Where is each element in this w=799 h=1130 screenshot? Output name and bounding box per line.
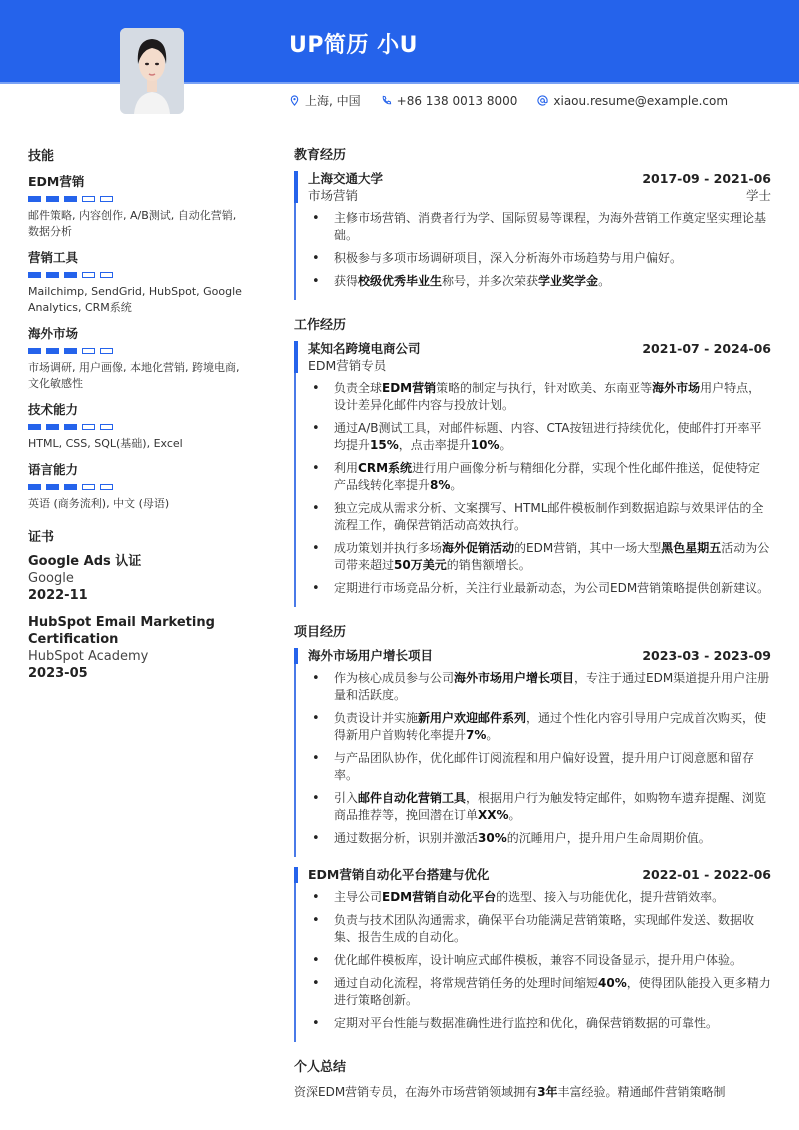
bold-text: 15%: [370, 438, 399, 452]
text-run: 通过自动化流程，将常规营销任务的处理时间缩短: [334, 976, 599, 990]
text-run: 的销售额增长。: [446, 558, 531, 572]
text-run: 获得: [334, 274, 359, 288]
certificate-issuer: HubSpot Academy: [28, 649, 149, 664]
at-sign-icon: [537, 95, 548, 106]
bullet-item: [308, 460, 771, 494]
text-run: 负责与技术团队沟通需求，确保平台功能满足营销策略，实现邮件发送、数据收集、报告生成的自动化。: [334, 913, 755, 944]
entry-dates: 2021-07 - 2024-06: [642, 341, 771, 356]
skill-item: [28, 172, 243, 240]
bold-text: 10%: [470, 438, 500, 452]
bold-text: 7%: [466, 728, 487, 742]
entry-subheader: [308, 357, 771, 374]
bullet-item: [308, 790, 771, 824]
bullet-item: [308, 830, 771, 847]
profile-photo: [120, 28, 184, 114]
bullet-item: [308, 420, 771, 454]
text-run: 。: [598, 274, 611, 288]
certificate-name: Google Ads 认证: [28, 554, 142, 569]
work-title: 工作经历: [294, 318, 347, 333]
candidate-name: UP简历 小U: [289, 33, 419, 58]
level-bar-empty: [82, 348, 95, 354]
skill-description: Mailchimp, SendGrid, HubSpot, Google Analytics, CRM系统: [28, 285, 242, 314]
bold-text: 校级优秀毕业生: [358, 274, 443, 288]
timeline-entry: [294, 171, 771, 300]
level-bar-filled: [64, 484, 77, 490]
skill-item: [28, 400, 243, 452]
bold-text: 30%: [478, 831, 507, 845]
projects-title: 项目经历: [294, 625, 347, 640]
email-text[interactable]: xiaou.resume@example.com: [553, 93, 729, 108]
bullet-item: [308, 670, 771, 704]
bullet-item: [308, 380, 771, 414]
text-run: 定期进行市场竞品分析，关注行业最新动态，为公司EDM营销策略提供创新建议。: [334, 581, 770, 595]
text-run: 丰富经验。精通邮件营销策略制: [557, 1085, 726, 1099]
contact-location: [289, 92, 361, 109]
skills-title: 技能: [28, 149, 55, 164]
level-bar-filled: [46, 424, 59, 430]
location-pin-icon: [289, 95, 300, 106]
entry-header: [308, 648, 771, 664]
bullet-item: [308, 889, 771, 906]
text-run: 进行用户画像分析与精细化分群，实现个性化邮件推送，促使特定产品线转化率提升: [334, 461, 761, 492]
text-run: 与产品团队协作，优化邮件订阅流程和用户偏好设置，提升用户订阅意愿和留存率。: [334, 751, 755, 782]
skill-description: 市场调研, 用户画像, 本地化营销, 跨境电商, 文化敏感性: [28, 361, 240, 390]
level-bar-filled: [28, 348, 41, 354]
bullet-list: [308, 380, 771, 607]
text-run: ，专注于通过EDM渠道提升用户注册量和活跃度。: [334, 671, 770, 702]
text-run: 独立完成从需求分析、文案撰写、HTML邮件模板制作到数据追踪与效果评估的全流程工作，确保营销活动高效执行。: [334, 501, 764, 532]
bold-text: 海外促销活动: [442, 541, 515, 555]
text-run: 主导公司: [334, 890, 383, 904]
text-run: 资深EDM营销专员，在海外市场营销领域拥有: [294, 1085, 538, 1099]
bullet-item: [308, 540, 771, 574]
certificates-list: [28, 553, 243, 682]
text-run: 主修市场营销、消费者行为学、国际贸易等课程，为海外营销工作奠定坚实理论基础。: [334, 211, 767, 242]
text-run: 。: [486, 728, 499, 742]
level-bar-filled: [64, 196, 77, 202]
education-section: [294, 144, 771, 300]
text-run: 引入: [334, 791, 359, 805]
left-column: [28, 145, 243, 692]
bold-text: 新用户欢迎邮件系列: [418, 711, 527, 725]
bullet-list: [308, 210, 771, 300]
level-bar-filled: [64, 348, 77, 354]
bold-text: EDM营销: [382, 381, 437, 395]
bold-text: 邮件自动化营销工具: [358, 791, 467, 805]
bullet-item: [308, 210, 771, 244]
level-bar-filled: [46, 196, 59, 202]
level-bar-filled: [46, 484, 59, 490]
entry-subheader: [308, 187, 771, 204]
skill-item: [28, 460, 243, 512]
certificate-issuer: Google: [28, 571, 74, 586]
bold-text: 海外市场: [652, 381, 701, 395]
bullet-item: [308, 952, 771, 969]
summary-section: [294, 1056, 771, 1101]
education-title: 教育经历: [294, 148, 347, 163]
bullet-item: [308, 250, 771, 267]
skill-description: HTML, CSS, SQL(基础), Excel: [28, 437, 183, 450]
text-run: ，点击率提升: [398, 438, 471, 452]
entry-subtitle: EDM营销专员: [308, 358, 387, 373]
text-run: 活动为公司带来超过: [334, 541, 770, 572]
bullet-item: [308, 580, 771, 597]
skill-description: 邮件策略, 内容创作, A/B测试, 自动化营销, 数据分析: [28, 209, 237, 238]
text-run: 通过数据分析，识别并激活: [334, 831, 479, 845]
text-run: 。: [499, 438, 512, 452]
bold-text: 50万美元: [394, 558, 447, 572]
bold-text: 海外市场用户增长项目: [454, 671, 575, 685]
level-bar-empty: [82, 196, 95, 202]
timeline-entry: [294, 867, 771, 1042]
bullet-item: [308, 710, 771, 744]
skill-level-bars: [28, 272, 243, 278]
bold-text: 3年: [537, 1085, 558, 1099]
text-run: 利用: [334, 461, 359, 475]
level-bar-filled: [28, 272, 41, 278]
certificate-item: [28, 614, 243, 682]
level-bar-empty: [100, 424, 113, 430]
bullet-item: [308, 975, 771, 1009]
level-bar-empty: [100, 272, 113, 278]
level-bar-filled: [28, 484, 41, 490]
text-run: 负责设计并实施: [334, 711, 419, 725]
text-run: 负责全球: [334, 381, 383, 395]
text-run: ，通过个性化内容引导用户完成首次购买，使得新用户首购转化率提升: [334, 711, 767, 742]
entry-accent-bar: [294, 648, 298, 664]
text-run: ，使得团队能投入更多精力进行策略创新。: [334, 976, 771, 1007]
certificate-item: [28, 553, 243, 604]
right-column: [294, 144, 771, 1115]
portrait-image: [120, 28, 184, 114]
phone-text[interactable]: +86 138 0013 8000: [396, 93, 518, 108]
bullet-item: [308, 1015, 771, 1032]
bold-text: 学业奖学金: [538, 274, 599, 288]
bold-text: EDM营销自动化平台: [382, 890, 497, 904]
skill-level-bars: [28, 196, 243, 202]
entry-title: EDM营销自动化平台搭建与优化: [308, 867, 490, 882]
entry-accent-bar: [294, 171, 298, 203]
text-run: 定期对平台性能与数据准确性进行监控和优化，确保营销数据的可靠性。: [334, 1016, 719, 1030]
level-bar-filled: [28, 424, 41, 430]
skill-name: 技术能力: [28, 402, 79, 417]
entry-header: [308, 341, 771, 357]
entry-title: 上海交通大学: [308, 171, 384, 186]
text-run: 的选型、接入与功能优化，提升营销效率。: [496, 890, 725, 904]
text-run: ，根据用户行为触发特定邮件，如购物车遗弃提醒、浏览商品推荐等，挽回潜在订单: [334, 791, 767, 822]
entry-title: 海外市场用户增长项目: [308, 648, 434, 663]
level-bar-filled: [64, 272, 77, 278]
text-run: 策略的制定与执行，针对欧美、东南亚等: [436, 381, 653, 395]
skill-description: 英语 (商务流利), 中文 (母语): [28, 497, 170, 510]
contact-phone: [381, 94, 518, 108]
bullet-list: [308, 889, 771, 1042]
entry-dates: 2023-03 - 2023-09: [642, 648, 771, 663]
work-list: [294, 341, 771, 607]
text-run: 积极参与多项市场调研项目，深入分析海外市场趋势与用户偏好。: [334, 251, 683, 265]
work-section: [294, 314, 771, 607]
bold-text: 8%: [430, 478, 451, 492]
level-bar-filled: [28, 196, 41, 202]
contact-email: [537, 94, 728, 108]
level-bar-filled: [46, 348, 59, 354]
text-run: 优化邮件模板库，设计响应式邮件模板，兼容不同设备显示，提升用户体验。: [334, 953, 743, 967]
level-bar-empty: [82, 272, 95, 278]
entry-dates: 2017-09 - 2021-06: [642, 171, 771, 186]
text-run: 。: [450, 478, 463, 492]
certificate-name: HubSpot Email Marketing Certification: [28, 615, 215, 647]
text-run: 。: [508, 808, 521, 822]
certificates-title: 证书: [28, 530, 55, 545]
text-run: 称号，并多次荣获: [442, 274, 539, 288]
bullet-list: [308, 670, 771, 857]
contact-bar: [289, 92, 728, 109]
text-run: 用户特点，设计差异化邮件内容与投放计划。: [334, 381, 761, 412]
entry-subtitle: 市场营销: [308, 188, 359, 203]
summary-title: 个人总结: [294, 1060, 347, 1075]
bullet-item: [308, 912, 771, 946]
level-bar-empty: [100, 196, 113, 202]
skill-name: 海外市场: [28, 326, 79, 341]
projects-section: [294, 621, 771, 1042]
skill-name: EDM营销: [28, 174, 85, 189]
certificate-date: 2022-11: [28, 588, 88, 603]
entry-header: [308, 867, 771, 883]
text-run: 作为核心成员参与公司: [334, 671, 455, 685]
level-bar-empty: [82, 424, 95, 430]
phone-icon: [381, 95, 392, 106]
level-bar-empty: [82, 484, 95, 490]
entry-accent-bar: [294, 867, 298, 883]
entry-dates: 2022-01 - 2022-06: [642, 867, 771, 882]
skill-item: [28, 248, 243, 316]
summary-text: [294, 1083, 771, 1101]
certificates-section: [28, 526, 243, 682]
text-run: 成功策划并执行多场: [334, 541, 443, 555]
text-run: 的EDM营销，其中一场大型: [514, 541, 662, 555]
text-run: 的沉睡用户，提升用户生命周期价值。: [506, 831, 711, 845]
level-bar-empty: [100, 348, 113, 354]
level-bar-empty: [100, 484, 113, 490]
skill-level-bars: [28, 484, 243, 490]
bullet-item: [308, 273, 771, 290]
education-list: [294, 171, 771, 300]
skill-level-bars: [28, 348, 243, 354]
bold-text: 40%: [598, 976, 627, 990]
entry-title: 某知名跨境电商公司: [308, 341, 421, 356]
location-text: 上海, 中国: [305, 94, 361, 108]
entry-degree: 学士: [745, 188, 771, 203]
entry-accent-bar: [294, 341, 298, 373]
level-bar-filled: [46, 272, 59, 278]
entry-header: [308, 171, 771, 187]
text-run: 通过A/B测试工具，对邮件标题、内容、CTA按钮进行持续优化，使邮件打开率平均提升: [334, 421, 762, 452]
bold-text: 黑色星期五: [661, 541, 722, 555]
skill-name: 营销工具: [28, 250, 79, 265]
timeline-entry: [294, 341, 771, 607]
timeline-entry: [294, 648, 771, 857]
certificate-date: 2023-05: [28, 666, 88, 681]
skill-item: [28, 324, 243, 392]
bold-text: XX%: [478, 808, 509, 822]
bullet-item: [308, 500, 771, 534]
skill-name: 语言能力: [28, 462, 79, 477]
skill-level-bars: [28, 424, 243, 430]
level-bar-filled: [64, 424, 77, 430]
skills-list: [28, 172, 243, 512]
projects-list: [294, 648, 771, 1042]
bold-text: CRM系统: [358, 461, 413, 475]
bullet-item: [308, 750, 771, 784]
